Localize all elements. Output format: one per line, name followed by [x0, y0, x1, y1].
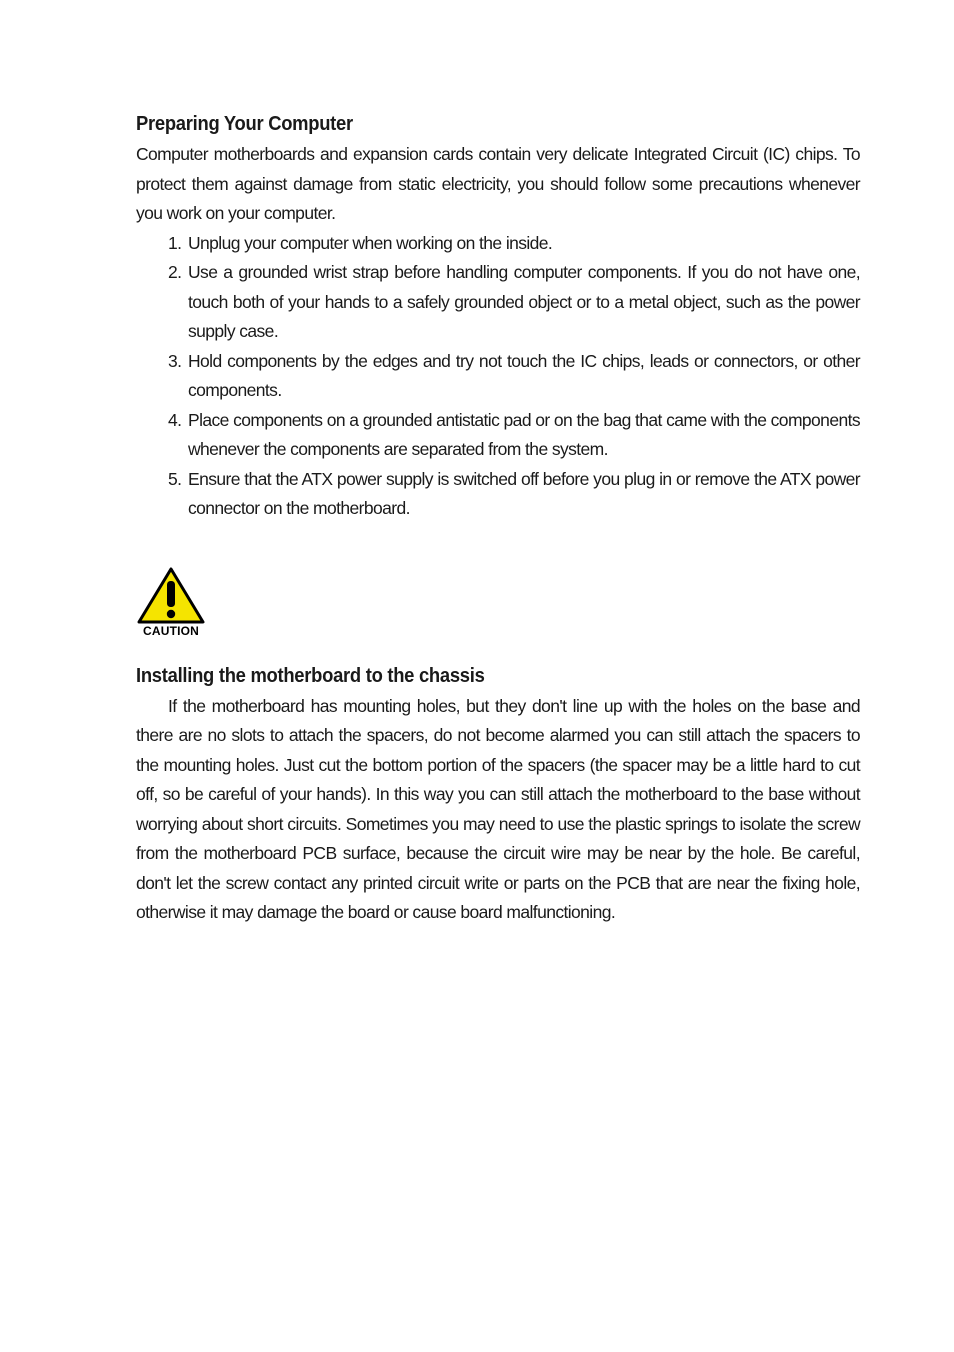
list-item-number: 4. — [168, 409, 182, 430]
list-item-text: Use a grounded wrist strap before handling computer components. If you do not have one, touch both of your hands to a safely grounded object or to a metal object, such as the power supply case. — [188, 262, 860, 341]
list-item-text: Place components on a grounded antistatic pad or on the bag that came with the components whenever the components are separated from the system. — [188, 409, 860, 459]
list-item-text: Hold components by the edges and try not touch the IC chips, leads or connectors, or other components. — [188, 350, 860, 400]
preparing-computer-section — [136, 108, 860, 524]
list-item — [168, 406, 860, 465]
list-item-number: 1. — [168, 232, 182, 253]
section-title-preparing: Preparing Your Computer — [136, 113, 353, 135]
document-page — [136, 108, 860, 928]
list-item — [168, 258, 860, 347]
list-item-number: 3. — [168, 350, 182, 371]
list-item — [168, 465, 860, 524]
caution-graphic — [136, 566, 206, 644]
installing-paragraph: If the motherboard has mounting holes, but they don't line up with the holes on the base and there are no slots to attach the spacers, do not become alarmed you can still attach the spacers to the mounting holes. Just cut the bottom portion of the spacers (the spacer may be a little hard to cut off, so be careful of your hands). In this way you can still attach the motherboard to the base without worrying about short circuits. Sometimes you may need to use the plastic springs to isolate the screw from the motherboard PCB surface, because the circuit wire may be near by the hole. Be careful, don't let the screw contact any printed circuit write or parts on the PCB that are near the fixing hole, otherwise it may damage the board or cause board malfunctioning. — [136, 695, 860, 922]
installing-motherboard-section — [136, 660, 860, 928]
list-item — [168, 229, 860, 259]
precautions-list — [136, 229, 860, 524]
list-item-number: 5. — [168, 468, 182, 489]
list-item-text: Unplug your computer when working on the inside. — [188, 232, 553, 253]
section-title-installing: Installing the motherboard to the chassis — [136, 664, 485, 687]
list-item-text: Ensure that the ATX power supply is switched off before you plug in or remove the ATX power connector on the motherboard. — [188, 468, 860, 518]
list-item — [168, 347, 860, 406]
warning-triangle-icon — [136, 566, 206, 626]
list-item-number: 2. — [168, 262, 182, 282]
intro-paragraph: Computer motherboards and expansion cards contain very delicate Integrated Circuit (IC) chips. To protect them against damage from static electricity, you should follow some precautions whenever you work on your computer. — [136, 144, 860, 223]
caution-label: CAUTION — [142, 623, 200, 638]
